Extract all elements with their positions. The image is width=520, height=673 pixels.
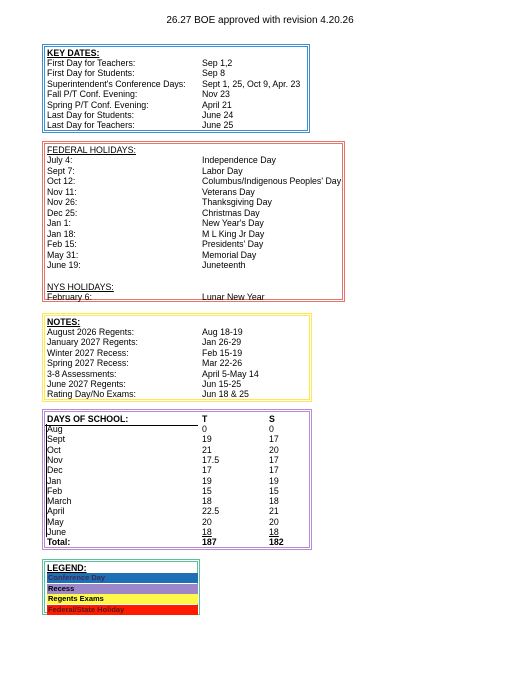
days-total-row — [47, 537, 309, 547]
key-date-value: Nov 23 — [202, 89, 230, 100]
key-date-row — [47, 58, 337, 68]
days-col-t: T — [202, 414, 208, 424]
days-month: April — [47, 506, 65, 517]
days-student-count: 0 — [269, 424, 274, 434]
note-value: Aug 18-19 — [202, 327, 243, 337]
days-row — [47, 465, 309, 475]
days-total-teacher: 187 — [202, 537, 217, 548]
note-row — [47, 379, 337, 389]
federal-holiday-row — [47, 208, 337, 218]
key-date-label: Fall P/T Conf. Evening: — [47, 89, 138, 100]
federal-holiday-value: M L King Jr Day — [202, 228, 265, 239]
days-month: Jan — [47, 475, 62, 486]
federal-holiday-label: Nov 11: — [47, 186, 77, 197]
days-month: June — [47, 527, 67, 537]
days-header-row — [47, 414, 309, 424]
days-student-count: 20 — [269, 444, 279, 455]
federal-holidays-title: FEDERAL HOLIDAYS: — [47, 145, 136, 155]
notes-title: NOTES: — [47, 317, 81, 327]
nys-holidays-title: NYS HOLIDAYS: — [47, 282, 114, 292]
days-month: March — [47, 496, 72, 507]
federal-holiday-row — [47, 197, 337, 207]
federal-holidays-box — [42, 141, 345, 302]
legend-box — [42, 559, 200, 615]
key-date-row — [47, 79, 337, 89]
federal-holiday-row — [47, 166, 337, 176]
days-row — [47, 517, 309, 527]
note-row — [47, 389, 337, 399]
days-left-rule — [46, 424, 47, 537]
legend-title: LEGEND: — [47, 563, 87, 573]
note-label: Winter 2027 Recess: — [47, 347, 129, 358]
days-student-count: 20 — [269, 516, 279, 527]
federal-holiday-label: Sept 7: — [47, 165, 75, 176]
days-row — [47, 424, 309, 434]
notes-box — [42, 313, 312, 402]
federal-holiday-row — [47, 239, 337, 249]
days-teacher-count: 0 — [202, 424, 207, 434]
days-month: Aug — [47, 424, 63, 434]
legend-item: Federal/State Holiday — [47, 605, 198, 615]
days-student-count: 19 — [269, 475, 279, 486]
days-month: Dec — [47, 465, 63, 476]
note-row — [47, 337, 337, 347]
key-dates-title: KEY DATES: — [47, 48, 100, 58]
federal-holiday-value: Independence Day — [202, 155, 276, 165]
days-row — [47, 506, 309, 516]
federal-holiday-label: May 31: — [47, 249, 79, 260]
days-row — [47, 486, 309, 496]
key-date-value: June 24 — [202, 110, 234, 120]
note-value: Jun 15-25 — [202, 379, 242, 389]
federal-holiday-row — [47, 187, 337, 197]
note-row — [47, 327, 337, 337]
note-label: 3-8 Assessments: — [47, 368, 117, 379]
days-of-school-box — [42, 409, 312, 550]
key-date-value: June 25 — [202, 120, 234, 131]
days-month: Nov — [47, 454, 63, 465]
note-row — [47, 369, 337, 379]
days-total-label: Total: — [47, 537, 71, 548]
days-teacher-count: 22.5 — [202, 506, 220, 517]
key-date-value: Sep 8 — [202, 68, 225, 79]
days-teacher-count: 20 — [202, 516, 212, 527]
key-date-label: First Day for Students: — [47, 68, 135, 79]
key-date-label: Last Day for Students: — [47, 110, 135, 120]
days-teacher-count: 17 — [202, 465, 212, 476]
key-date-label: Spring P/T Conf. Evening: — [47, 99, 149, 110]
key-date-value: Sep 1,2 — [202, 58, 233, 68]
days-student-count: 17 — [269, 454, 279, 465]
document-header: 26.27 BOE approved with revision 4.20.26 — [166, 15, 354, 26]
days-month: May — [47, 516, 64, 527]
key-date-row — [47, 120, 337, 130]
note-value: April 5-May 14 — [202, 368, 259, 379]
days-teacher-count: 19 — [202, 434, 212, 445]
federal-holiday-label: Feb 15: — [47, 239, 77, 249]
legend-item: Regents Exams — [47, 594, 198, 604]
federal-holiday-value: Memorial Day — [202, 249, 257, 260]
federal-holiday-row — [47, 250, 337, 260]
days-student-count: 18 — [269, 496, 279, 507]
legend-item: Recess — [47, 584, 198, 594]
days-student-count: 21 — [269, 506, 279, 517]
days-row — [47, 445, 309, 455]
federal-holiday-label: Oct 12: — [47, 176, 76, 186]
nys-holiday-label: February 6: — [47, 292, 92, 302]
days-teacher-count: 15 — [202, 485, 212, 496]
key-date-label: Last Day for Teachers: — [47, 120, 135, 131]
days-total-student: 182 — [269, 537, 284, 548]
days-title: DAYS OF SCHOOL: — [47, 414, 129, 424]
nys-holiday-row — [47, 292, 337, 302]
note-label: January 2027 Regents: — [47, 337, 138, 348]
note-label: August 2026 Regents: — [47, 327, 135, 337]
days-row — [47, 476, 309, 486]
federal-holiday-value: Veterans Day — [202, 186, 255, 197]
note-value: Feb 15-19 — [202, 347, 243, 358]
note-row — [47, 348, 337, 358]
days-teacher-count: 17.5 — [202, 454, 220, 465]
days-month: Sept — [47, 434, 66, 445]
days-col-s: S — [269, 414, 275, 424]
days-student-count: 17 — [269, 465, 279, 476]
federal-holiday-value: Columbus/Indigenous Peoples' Day — [202, 176, 342, 186]
days-row — [47, 527, 309, 537]
federal-holiday-label: Jan 18: — [47, 228, 76, 239]
note-label: June 2027 Regents: — [47, 379, 126, 389]
days-teacher-count: 18 — [202, 527, 212, 537]
federal-holiday-row — [47, 229, 337, 239]
days-teacher-count: 21 — [202, 444, 212, 455]
legend-item: Conference Day — [47, 573, 198, 583]
key-date-label: First Day for Teachers: — [47, 58, 136, 68]
federal-holiday-row — [47, 218, 337, 228]
key-date-label: Superintendent's Conference Days: — [47, 78, 186, 89]
federal-holiday-row — [47, 176, 342, 186]
note-value: Jun 18 & 25 — [202, 389, 249, 400]
federal-holiday-label: Nov 26: — [47, 197, 78, 207]
federal-holiday-value: Juneteenth — [202, 260, 246, 270]
key-date-row — [47, 89, 337, 99]
note-label: Rating Day/No Exams: — [47, 389, 136, 400]
note-label: Spring 2027 Recess: — [47, 358, 129, 369]
days-row — [47, 496, 309, 506]
days-row — [47, 434, 309, 444]
days-student-count: 17 — [269, 434, 279, 445]
days-student-count: 15 — [269, 485, 279, 496]
note-row — [47, 358, 337, 368]
federal-holiday-value: Thanksgiving Day — [202, 197, 272, 207]
federal-holiday-row — [47, 260, 337, 270]
key-date-row — [47, 110, 337, 120]
key-date-row — [47, 68, 337, 78]
key-dates-box — [42, 44, 310, 133]
key-date-row — [47, 100, 337, 110]
federal-holiday-label: Jan 1: — [47, 218, 71, 228]
federal-holiday-value: Christmas Day — [202, 207, 260, 218]
note-value: Jan 26-29 — [202, 337, 242, 348]
days-row — [47, 455, 309, 465]
days-teacher-count: 18 — [202, 496, 212, 507]
federal-holiday-label: June 19: — [47, 260, 81, 270]
federal-holiday-value: Labor Day — [202, 165, 243, 176]
federal-holiday-row — [47, 155, 337, 165]
days-month: Oct — [47, 444, 61, 455]
federal-holiday-value: New Year's Day — [202, 218, 264, 228]
days-teacher-count: 19 — [202, 475, 212, 486]
key-date-value: April 21 — [202, 99, 232, 110]
nys-holiday-value: Lunar New Year — [202, 292, 265, 302]
days-month: Feb — [47, 485, 63, 496]
key-date-value: Sept 1, 25, Oct 9, Apr. 23 — [202, 78, 301, 89]
federal-holiday-label: July 4: — [47, 155, 73, 165]
note-value: Mar 22-26 — [202, 358, 243, 369]
days-student-count: 18 — [269, 527, 279, 537]
federal-holiday-label: Dec 25: — [47, 207, 78, 218]
federal-holiday-value: Presidents' Day — [202, 239, 264, 249]
